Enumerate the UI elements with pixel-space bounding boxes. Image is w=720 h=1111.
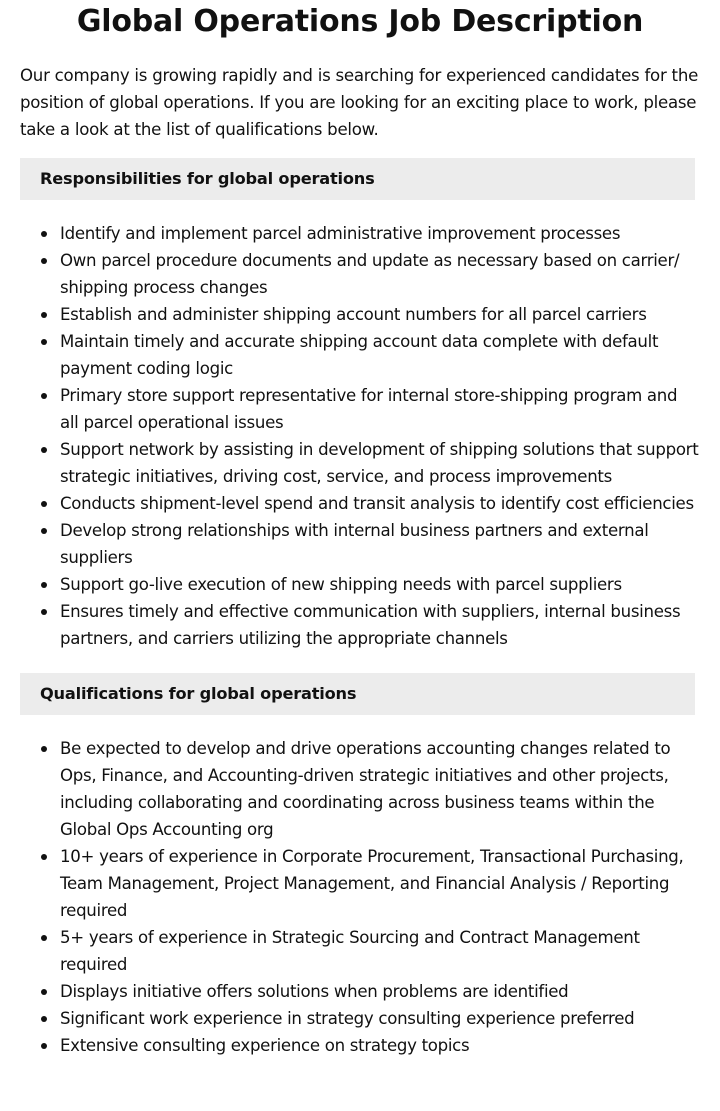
list-item: Support go-live execution of new shipping needs with parcel suppliers	[20, 571, 700, 598]
list-item: Displays initiative offers solutions when problems are identified	[20, 978, 700, 1005]
list-item: Extensive consulting experience on strategy topics	[20, 1032, 700, 1059]
list-item: Significant work experience in strategy consulting experience preferred	[20, 1005, 700, 1032]
qualifications-list	[20, 735, 700, 1059]
list-item: Primary store support representative for internal store-shipping program and all parcel operational issues	[20, 382, 700, 436]
list-item: Conducts shipment-level spend and transit analysis to identify cost efficiencies	[20, 490, 700, 517]
list-item: Establish and administer shipping account numbers for all parcel carriers	[20, 301, 700, 328]
list-item: Develop strong relationships with internal business partners and external suppliers	[20, 517, 700, 571]
responsibilities-heading: Responsibilities for global operations	[20, 158, 695, 200]
list-item: Own parcel procedure documents and update as necessary based on carrier/ shipping process changes	[20, 247, 700, 301]
qualifications-heading: Qualifications for global operations	[20, 673, 695, 715]
list-item: Identify and implement parcel administrative improvement processes	[20, 220, 700, 247]
page-title: Global Operations Job Description	[76, 4, 644, 39]
intro-paragraph: Our company is growing rapidly and is searching for experienced candidates for the position of global operations. If you are looking for an exciting place to work, please take a look at the list of qualifications below.	[20, 66, 699, 139]
list-item: 5+ years of experience in Strategic Sourcing and Contract Management required	[20, 924, 700, 978]
list-item: Support network by assisting in development of shipping solutions that support strategic initiatives, driving cost, service, and process improvements	[20, 436, 700, 490]
responsibilities-list	[20, 220, 700, 652]
list-item: Maintain timely and accurate shipping account data complete with default payment coding logic	[20, 328, 700, 382]
list-item: Ensures timely and effective communication with suppliers, internal business partners, and carriers utilizing the appropriate channels	[20, 598, 700, 652]
list-item: Be expected to develop and drive operations accounting changes related to Ops, Finance, and Accounting-driven strategic initiatives and other projects, including collaborating and coordinating across business teams within the Global Ops Accounting org	[20, 735, 700, 843]
list-item: 10+ years of experience in Corporate Procurement, Transactional Purchasing, Team Management, Project Management, and Financial Analysis / Reporting required	[20, 843, 700, 924]
